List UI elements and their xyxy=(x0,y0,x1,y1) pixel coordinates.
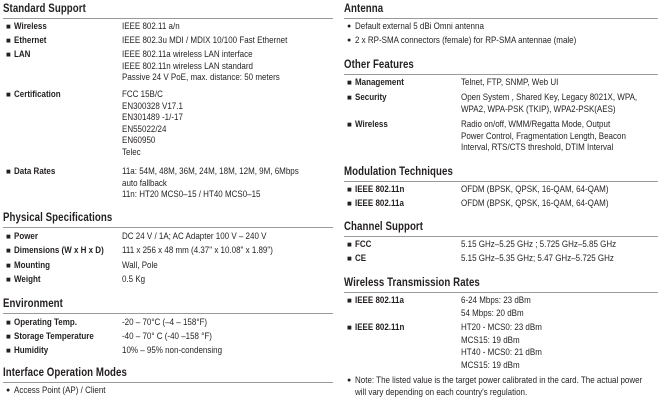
spec-value: 10% – 95% non-condensing xyxy=(122,345,223,355)
section-interface-modes xyxy=(3,367,333,383)
spec-value: 5.15 GHz–5.25 GHz ; 5.725 GHz–5.85 GHz xyxy=(461,239,617,249)
section-divider xyxy=(3,18,333,19)
spec-value: DC 24 V / 1A; AC Adapter 100 V – 240 V xyxy=(122,231,267,241)
section-divider xyxy=(344,18,658,19)
spec-value: HT20 - MCS0: 23 dBm xyxy=(461,322,542,332)
section-divider xyxy=(344,292,658,293)
row-power xyxy=(3,231,333,243)
section-divider xyxy=(344,181,658,182)
spec-value: FCC 15B/C xyxy=(122,89,163,99)
bullet: ■ xyxy=(347,185,352,194)
section-other-features xyxy=(344,59,658,75)
section-divider xyxy=(3,382,333,383)
row-wireless xyxy=(3,21,333,33)
spec-value: -40 – 70° C (-40 –158 °F) xyxy=(122,331,212,341)
spec-value: 6-24 Mbps: 23 dBm xyxy=(461,295,531,305)
spec-label: Weight xyxy=(14,274,41,284)
bullet: ■ xyxy=(347,78,352,87)
bullet: ● xyxy=(347,23,352,30)
section-title: Wireless Transmission Rates xyxy=(344,277,480,289)
row-weight xyxy=(3,274,333,286)
spec-value: 11n: HT20 MCS0–15 / HT40 MCS0–15 xyxy=(122,189,261,200)
row-dimensions xyxy=(3,245,333,257)
bullet: ● xyxy=(347,37,352,44)
bullet: ■ xyxy=(6,167,11,176)
spec-value: 11a: 54M, 48M, 36M, 24M, 18M, 12M, 9M, 6Mbps xyxy=(122,166,299,176)
spec-label: Power xyxy=(14,231,38,241)
section-title: Modulation Techniques xyxy=(344,166,453,178)
spec-label: Mounting xyxy=(14,260,50,270)
row-operating-temp xyxy=(3,317,333,329)
spec-value: IEEE 802.11n wireless LAN standard xyxy=(122,60,253,71)
spec-label: Security xyxy=(355,92,387,102)
bullet: ■ xyxy=(347,254,352,263)
row-antenna-1 xyxy=(344,21,658,33)
row-mod-11n xyxy=(344,184,658,196)
section-divider xyxy=(3,227,333,228)
row-humidity xyxy=(3,345,333,357)
row-fcc xyxy=(344,239,658,251)
section-physical xyxy=(3,212,333,228)
bullet: ■ xyxy=(6,246,11,255)
bullet: ● xyxy=(6,387,11,394)
spec-value: Telec xyxy=(122,146,141,157)
bullet: ■ xyxy=(347,240,352,249)
spec-value: EN301489 -1/-17 xyxy=(122,112,183,123)
spec-label: FCC xyxy=(355,239,372,249)
spec-value: 0.5 Kg xyxy=(122,274,146,284)
spec-label: Operating Temp. xyxy=(14,317,77,327)
bullet: ■ xyxy=(6,50,11,59)
note-line: Note: The listed value is the target power calibrated in the card. The actual power xyxy=(355,375,643,385)
spec-label: Wireless xyxy=(355,119,388,129)
bullet: ■ xyxy=(6,232,11,241)
section-title: Physical Specifications xyxy=(3,212,113,224)
section-title: Interface Operation Modes xyxy=(3,367,127,379)
row-ce xyxy=(344,253,658,265)
spec-value: Radio on/off, WMM/Regatta Mode, Output xyxy=(461,119,611,129)
section-environment xyxy=(3,298,333,314)
spec-label: Management xyxy=(355,77,404,87)
tx-note xyxy=(344,375,658,398)
note-line: will vary depending on each country's regulation. xyxy=(355,386,528,397)
section-channel xyxy=(344,221,658,237)
bullet: ■ xyxy=(6,332,11,341)
spec-value: EN55022/24 xyxy=(122,123,167,134)
spec-label: IEEE 802.11n xyxy=(355,184,405,194)
bullet: ■ xyxy=(6,22,11,31)
bullet: ■ xyxy=(6,90,11,99)
bullet: ■ xyxy=(6,36,11,45)
section-title: Antenna xyxy=(344,3,384,15)
list-item: Access Point (AP) / Client xyxy=(14,385,106,395)
spec-label: Storage Temperature xyxy=(14,331,94,341)
bullet: ■ xyxy=(6,261,11,270)
bullet: ■ xyxy=(6,318,11,327)
bullet: ■ xyxy=(347,93,352,102)
bullet: ■ xyxy=(6,275,11,284)
spec-value: OFDM (BPSK, QPSK, 16-QAM, 64-QAM) xyxy=(461,184,609,194)
spec-value: EN60950 xyxy=(122,135,156,146)
bullet: ■ xyxy=(347,120,352,129)
spec-value: IEEE 802.11a wireless LAN interface xyxy=(122,49,253,59)
spec-value: MCS15: 19 dBm xyxy=(461,359,520,370)
section-title: Other Features xyxy=(344,59,414,71)
section-standard-support xyxy=(3,3,333,19)
row-wireless-features xyxy=(344,119,658,154)
spec-label: Data Rates xyxy=(14,166,56,176)
spec-label: LAN xyxy=(14,49,31,59)
section-title: Standard Support xyxy=(3,3,86,15)
row-lan xyxy=(3,49,333,84)
section-divider xyxy=(3,313,333,314)
spec-value: Open System , Shared Key, Legacy 8021X, WPA, xyxy=(461,92,638,102)
row-mod-11a xyxy=(344,198,658,210)
section-tx-rates xyxy=(344,277,658,293)
list-item: 2 x RP-SMA connectors (female) for RP-SMA antennae (male) xyxy=(355,35,577,45)
row-management xyxy=(344,77,658,89)
spec-value: WPA2, WPA-PSK (TKIP), WPA2-PSK(AES) xyxy=(461,103,616,114)
bullet: ■ xyxy=(347,296,352,305)
spec-value: IEEE 802.11 a/n xyxy=(122,21,180,31)
spec-value: OFDM (BPSK, QPSK, 16-QAM, 64-QAM) xyxy=(461,198,609,208)
spec-value: 54 Mbps: 20 dBm xyxy=(461,307,524,318)
row-antenna-2 xyxy=(344,35,658,47)
row-security xyxy=(344,92,658,115)
spec-value: HT40 - MCS0: 21 dBm xyxy=(461,347,542,358)
spec-value: Passive 24 V PoE, max. distance: 50 meters xyxy=(122,72,280,83)
bullet: ■ xyxy=(6,346,11,355)
section-antenna xyxy=(344,3,658,19)
bullet: ■ xyxy=(347,323,352,332)
row-certification xyxy=(3,89,333,159)
row-ethernet xyxy=(3,35,333,47)
row-storage-temp xyxy=(3,331,333,343)
spec-value: IEEE 802.3u MDI / MDIX 10/100 Fast Ethernet xyxy=(122,35,288,45)
section-divider xyxy=(344,74,658,75)
spec-value: Power Control, Fragmentation Length, Beacon xyxy=(461,130,626,141)
spec-label: Dimensions (W x H x D) xyxy=(14,245,104,255)
section-divider xyxy=(344,236,658,237)
spec-value: auto fallback xyxy=(122,177,167,188)
spec-label: IEEE 802.11a xyxy=(355,198,404,208)
spec-label: Ethernet xyxy=(14,35,47,45)
row-tx-11a xyxy=(344,295,658,319)
row-interface-item xyxy=(3,385,333,397)
list-item: Default external 5 dBi Omni antenna xyxy=(355,21,484,31)
spec-label: Wireless xyxy=(14,21,47,31)
row-tx-11n xyxy=(344,322,658,371)
spec-label: IEEE 802.11n xyxy=(355,322,405,332)
section-modulation xyxy=(344,166,658,182)
spec-value: Telnet, FTP, SNMP, Web UI xyxy=(461,77,559,87)
section-title: Channel Support xyxy=(344,221,424,233)
bullet: ● xyxy=(347,377,352,384)
spec-value: MCS15: 19 dBm xyxy=(461,334,520,345)
spec-value: EN300328 V17.1 xyxy=(122,100,183,111)
spec-label: Humidity xyxy=(14,345,49,355)
row-mounting xyxy=(3,260,333,272)
bullet: ■ xyxy=(347,199,352,208)
row-data-rates xyxy=(3,166,333,201)
spec-value: 111 x 256 x 48 mm (4.37" x 10.08" x 1.89") xyxy=(122,245,273,255)
spec-label: IEEE 802.11a xyxy=(355,295,404,305)
section-title: Environment xyxy=(3,298,63,310)
spec-value: 5.15 GHz–5.35 GHz; 5.47 GHz–5.725 GHz xyxy=(461,253,614,263)
spec-value: Interval, RTS/CTS threshold, DTIM Interval xyxy=(461,142,614,153)
spec-value: -20 – 70°C (–4 – 158°F) xyxy=(122,317,208,327)
spec-value: Wall, Pole xyxy=(122,260,158,270)
spec-label: CE xyxy=(355,253,367,263)
spec-label: Certification xyxy=(14,89,61,99)
